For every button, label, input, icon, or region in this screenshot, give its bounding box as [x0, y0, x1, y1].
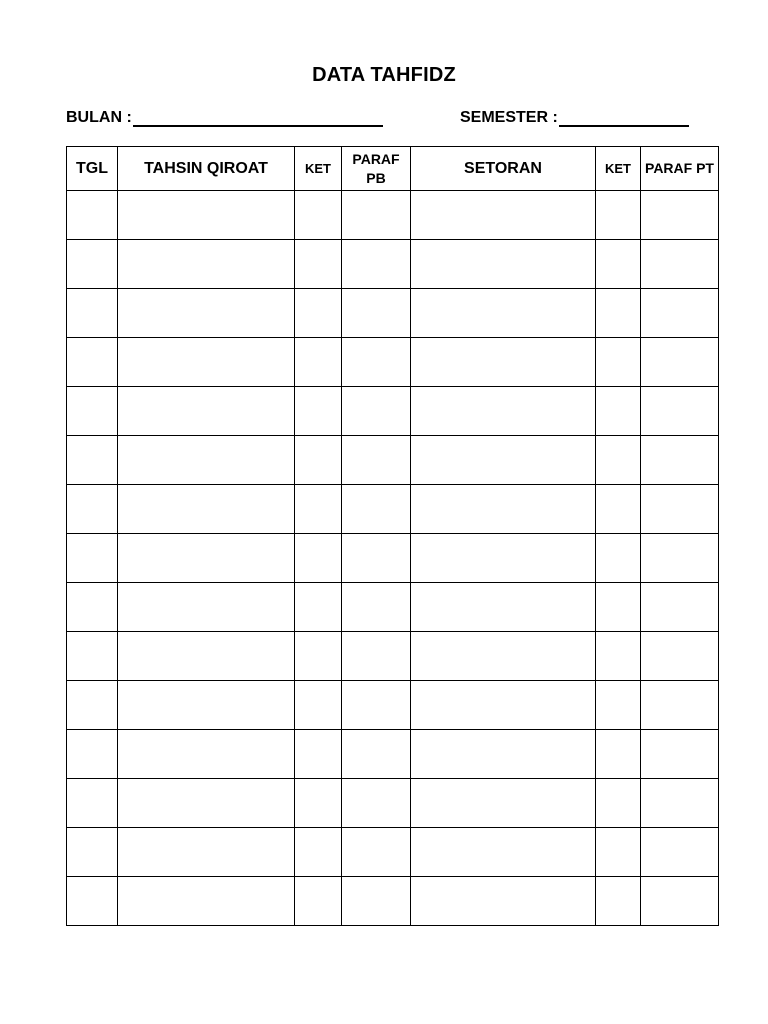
- tahfidz-table: [66, 146, 719, 926]
- cell-ket1[interactable]: [295, 289, 342, 338]
- cell-paraf-pt[interactable]: [641, 338, 719, 387]
- cell-paraf-pt[interactable]: [641, 240, 719, 289]
- cell-paraf-pb[interactable]: [342, 485, 411, 534]
- cell-paraf-pb[interactable]: [342, 289, 411, 338]
- cell-ket2[interactable]: [596, 240, 641, 289]
- semester-field: [460, 109, 689, 127]
- cell-paraf-pb[interactable]: [342, 240, 411, 289]
- cell-setoran[interactable]: [411, 877, 596, 926]
- cell-setoran[interactable]: [411, 191, 596, 240]
- cell-paraf-pt[interactable]: [641, 632, 719, 681]
- cell-paraf-pt[interactable]: [641, 877, 719, 926]
- column-header-ket: KET: [295, 147, 342, 191]
- cell-paraf-pt[interactable]: [641, 779, 719, 828]
- cell-paraf-pb[interactable]: [342, 387, 411, 436]
- column-header-paraf-pt: PARAF PT: [641, 147, 719, 191]
- bulan-label: BULAN :: [66, 109, 132, 126]
- page-title: DATA TAHFIDZ: [312, 64, 456, 86]
- cell-setoran[interactable]: [411, 730, 596, 779]
- cell-tgl[interactable]: [67, 877, 118, 926]
- table-row: [67, 240, 719, 289]
- cell-paraf-pb[interactable]: [342, 583, 411, 632]
- cell-ket1[interactable]: [295, 877, 342, 926]
- cell-paraf-pb[interactable]: [342, 191, 411, 240]
- cell-paraf-pt[interactable]: [641, 730, 719, 779]
- cell-ket2[interactable]: [596, 877, 641, 926]
- cell-tgl[interactable]: [67, 289, 118, 338]
- cell-paraf-pb[interactable]: [342, 632, 411, 681]
- table-row: [67, 387, 719, 436]
- table-row: [67, 436, 719, 485]
- cell-paraf-pt[interactable]: [641, 485, 719, 534]
- cell-setoran[interactable]: [411, 681, 596, 730]
- cell-ket1[interactable]: [295, 779, 342, 828]
- cell-ket2[interactable]: [596, 338, 641, 387]
- cell-tgl[interactable]: [67, 779, 118, 828]
- cell-tgl[interactable]: [67, 338, 118, 387]
- cell-tahsin-qiroat[interactable]: [118, 583, 295, 632]
- semester-blank-line[interactable]: [559, 111, 689, 127]
- cell-ket1[interactable]: [295, 681, 342, 730]
- table-row: [67, 534, 719, 583]
- cell-ket2[interactable]: [596, 191, 641, 240]
- cell-tgl[interactable]: [67, 240, 118, 289]
- cell-ket2[interactable]: [596, 485, 641, 534]
- cell-ket1[interactable]: [295, 828, 342, 877]
- column-header-tahsin-qiroat: TAHSIN QIROAT: [118, 147, 295, 191]
- cell-tahsin-qiroat[interactable]: [118, 779, 295, 828]
- cell-tgl[interactable]: [67, 583, 118, 632]
- cell-tgl[interactable]: [67, 828, 118, 877]
- cell-setoran[interactable]: [411, 436, 596, 485]
- cell-ket1[interactable]: [295, 632, 342, 681]
- cell-ket2[interactable]: [596, 681, 641, 730]
- cell-ket1[interactable]: [295, 338, 342, 387]
- cell-tahsin-qiroat[interactable]: [118, 828, 295, 877]
- cell-tgl[interactable]: [67, 681, 118, 730]
- cell-ket2[interactable]: [596, 534, 641, 583]
- cell-ket1[interactable]: [295, 534, 342, 583]
- table-row: [67, 730, 719, 779]
- cell-tahsin-qiroat[interactable]: [118, 289, 295, 338]
- cell-ket1[interactable]: [295, 191, 342, 240]
- table-row: [67, 632, 719, 681]
- column-header-ket-2: KET: [596, 147, 641, 191]
- cell-ket1[interactable]: [295, 583, 342, 632]
- cell-setoran[interactable]: [411, 240, 596, 289]
- table-row: [67, 338, 719, 387]
- cell-setoran[interactable]: [411, 828, 596, 877]
- cell-tahsin-qiroat[interactable]: [118, 730, 295, 779]
- table-row: [67, 779, 719, 828]
- cell-paraf-pb[interactable]: [342, 877, 411, 926]
- cell-paraf-pt[interactable]: [641, 436, 719, 485]
- cell-setoran[interactable]: [411, 632, 596, 681]
- cell-paraf-pt[interactable]: [641, 289, 719, 338]
- table-row: [67, 828, 719, 877]
- cell-ket2[interactable]: [596, 436, 641, 485]
- cell-tahsin-qiroat[interactable]: [118, 485, 295, 534]
- cell-paraf-pt[interactable]: [641, 534, 719, 583]
- cell-setoran[interactable]: [411, 534, 596, 583]
- semester-label: SEMESTER :: [460, 109, 558, 126]
- cell-setoran[interactable]: [411, 485, 596, 534]
- table-row: [67, 681, 719, 730]
- cell-ket1[interactable]: [295, 485, 342, 534]
- table-header-row: [67, 147, 719, 191]
- cell-tahsin-qiroat[interactable]: [118, 632, 295, 681]
- cell-setoran[interactable]: [411, 289, 596, 338]
- cell-tahsin-qiroat[interactable]: [118, 191, 295, 240]
- cell-ket2[interactable]: [596, 828, 641, 877]
- cell-paraf-pt[interactable]: [641, 828, 719, 877]
- cell-ket2[interactable]: [596, 730, 641, 779]
- table-row: [67, 485, 719, 534]
- bulan-blank-line[interactable]: [133, 111, 383, 127]
- cell-tgl[interactable]: [67, 436, 118, 485]
- cell-tgl[interactable]: [67, 387, 118, 436]
- column-header-setoran: SETORAN: [411, 147, 596, 191]
- bulan-field: [66, 109, 383, 127]
- cell-ket1[interactable]: [295, 436, 342, 485]
- cell-paraf-pb[interactable]: [342, 681, 411, 730]
- cell-tahsin-qiroat[interactable]: [118, 436, 295, 485]
- table-row: [67, 289, 719, 338]
- cell-ket2[interactable]: [596, 632, 641, 681]
- cell-tahsin-qiroat[interactable]: [118, 240, 295, 289]
- cell-tgl[interactable]: [67, 191, 118, 240]
- cell-tahsin-qiroat[interactable]: [118, 877, 295, 926]
- cell-paraf-pb[interactable]: [342, 436, 411, 485]
- table-row: [67, 583, 719, 632]
- table-row: [67, 191, 719, 240]
- cell-setoran[interactable]: [411, 779, 596, 828]
- cell-tgl[interactable]: [67, 534, 118, 583]
- cell-setoran[interactable]: [411, 387, 596, 436]
- cell-tgl[interactable]: [67, 485, 118, 534]
- cell-tahsin-qiroat[interactable]: [118, 387, 295, 436]
- cell-paraf-pb[interactable]: [342, 730, 411, 779]
- cell-tgl[interactable]: [67, 730, 118, 779]
- cell-setoran[interactable]: [411, 338, 596, 387]
- cell-setoran[interactable]: [411, 583, 596, 632]
- cell-paraf-pt[interactable]: [641, 387, 719, 436]
- cell-ket1[interactable]: [295, 730, 342, 779]
- cell-ket2[interactable]: [596, 583, 641, 632]
- cell-tahsin-qiroat[interactable]: [118, 338, 295, 387]
- cell-tahsin-qiroat[interactable]: [118, 681, 295, 730]
- column-header-paraf-pb: PARAF PB: [342, 147, 411, 191]
- cell-paraf-pb[interactable]: [342, 828, 411, 877]
- table-body: [67, 191, 719, 926]
- cell-tahsin-qiroat[interactable]: [118, 534, 295, 583]
- cell-paraf-pb[interactable]: [342, 779, 411, 828]
- cell-ket2[interactable]: [596, 289, 641, 338]
- header-fields: [0, 109, 768, 131]
- table-row: [67, 877, 719, 926]
- cell-ket2[interactable]: [596, 779, 641, 828]
- cell-paraf-pt[interactable]: [641, 583, 719, 632]
- cell-ket1[interactable]: [295, 387, 342, 436]
- cell-paraf-pt[interactable]: [641, 191, 719, 240]
- cell-ket2[interactable]: [596, 387, 641, 436]
- column-header-tgl: TGL: [67, 147, 118, 191]
- cell-ket1[interactable]: [295, 240, 342, 289]
- cell-paraf-pb[interactable]: [342, 338, 411, 387]
- cell-paraf-pb[interactable]: [342, 534, 411, 583]
- cell-paraf-pt[interactable]: [641, 681, 719, 730]
- cell-tgl[interactable]: [67, 632, 118, 681]
